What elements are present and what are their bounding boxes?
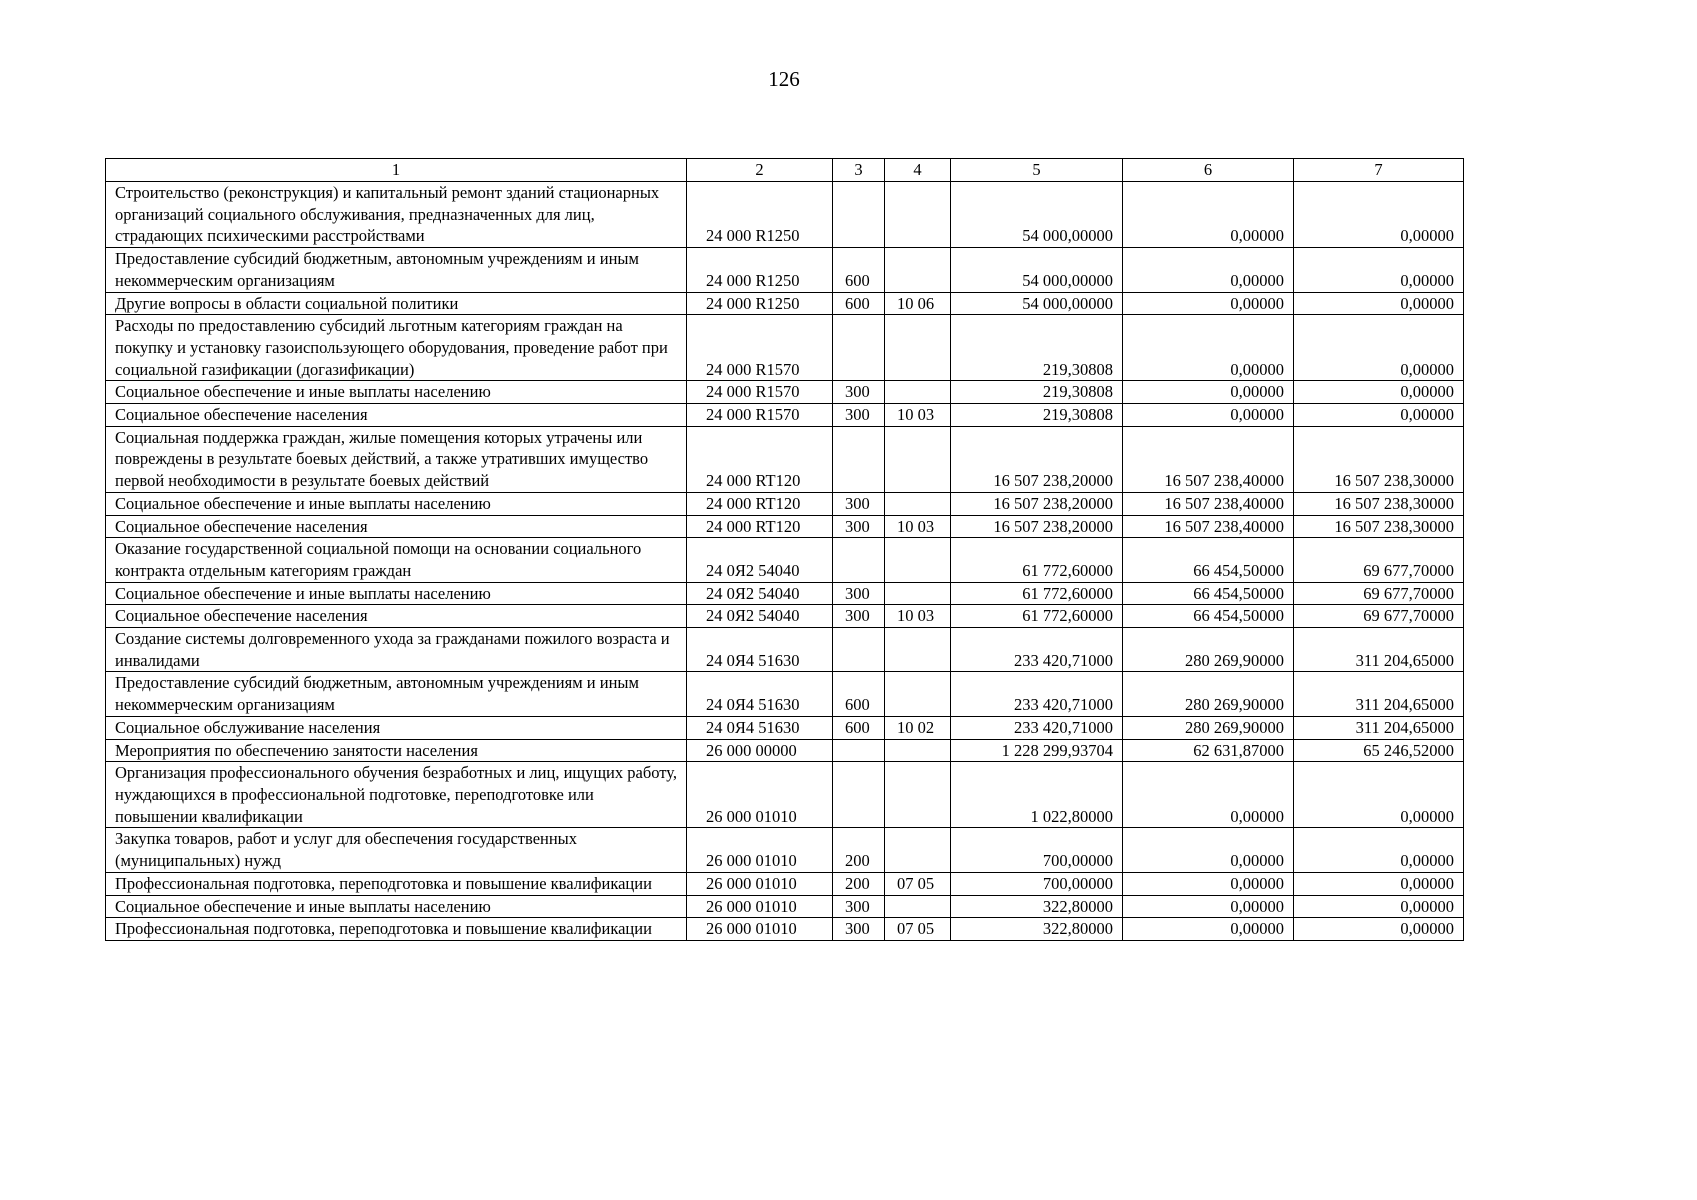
table-row (106, 248, 1464, 292)
target-article-code-cell: 26 000 01010 (687, 918, 833, 941)
table-row (106, 381, 1464, 404)
expense-type-code-cell: 600 (833, 716, 885, 739)
table-row (106, 762, 1464, 828)
amount-column-5-cell: 322,80000 (951, 918, 1123, 941)
column-number-4: 4 (885, 159, 951, 182)
amount-column-7-cell: 0,00000 (1294, 248, 1464, 292)
amount-column-5-cell: 700,00000 (951, 872, 1123, 895)
amount-column-5-cell: 54 000,00000 (951, 182, 1123, 248)
expense-type-code-cell (833, 426, 885, 492)
section-subsection-code-cell: 10 03 (885, 404, 951, 427)
amount-column-6-cell: 280 269,90000 (1123, 672, 1294, 716)
target-article-code-cell: 26 000 01010 (687, 828, 833, 872)
amount-column-5-cell: 219,30808 (951, 404, 1123, 427)
amount-column-6-cell: 0,00000 (1123, 248, 1294, 292)
expense-type-code-cell (833, 628, 885, 672)
amount-column-5-cell: 1 022,80000 (951, 762, 1123, 828)
section-subsection-code-cell: 10 06 (885, 292, 951, 315)
table-row (106, 605, 1464, 628)
expense-type-code-cell: 300 (833, 918, 885, 941)
amount-column-7-cell: 0,00000 (1294, 918, 1464, 941)
amount-column-6-cell: 66 454,50000 (1123, 605, 1294, 628)
expense-type-code-cell: 300 (833, 381, 885, 404)
target-article-code-cell: 24 0Я4 51630 (687, 716, 833, 739)
table-row (106, 182, 1464, 248)
amount-column-7-cell: 0,00000 (1294, 404, 1464, 427)
target-article-code-cell: 24 0Я2 54040 (687, 582, 833, 605)
column-number-7: 7 (1294, 159, 1464, 182)
amount-column-7-cell: 0,00000 (1294, 315, 1464, 381)
expense-name-cell: Предоставление субсидий бюджетным, автономным учреждениям и иным некоммерческим организациям (106, 672, 687, 716)
amount-column-7-cell: 0,00000 (1294, 292, 1464, 315)
expense-type-code-cell: 200 (833, 828, 885, 872)
expense-name-cell: Социальное обеспечение и иные выплаты населению (106, 381, 687, 404)
section-subsection-code-cell (885, 582, 951, 605)
target-article-code-cell: 26 000 01010 (687, 895, 833, 918)
expense-type-code-cell: 300 (833, 404, 885, 427)
target-article-code-cell: 24 0Я2 54040 (687, 605, 833, 628)
section-subsection-code-cell: 10 02 (885, 716, 951, 739)
amount-column-7-cell: 16 507 238,30000 (1294, 515, 1464, 538)
section-subsection-code-cell (885, 762, 951, 828)
table-row (106, 918, 1464, 941)
expense-type-code-cell: 300 (833, 895, 885, 918)
amount-column-7-cell: 0,00000 (1294, 828, 1464, 872)
amount-column-5-cell: 322,80000 (951, 895, 1123, 918)
amount-column-7-cell: 65 246,52000 (1294, 739, 1464, 762)
target-article-code-cell: 24 0Я2 54040 (687, 538, 833, 582)
target-article-code-cell: 26 000 01010 (687, 762, 833, 828)
amount-column-6-cell: 0,00000 (1123, 872, 1294, 895)
target-article-code-cell: 24 000 R1570 (687, 315, 833, 381)
amount-column-7-cell: 69 677,70000 (1294, 538, 1464, 582)
expense-name-cell: Социальное обеспечение населения (106, 404, 687, 427)
amount-column-6-cell: 280 269,90000 (1123, 716, 1294, 739)
target-article-code-cell: 24 000 RT120 (687, 515, 833, 538)
target-article-code-cell: 24 000 RT120 (687, 426, 833, 492)
target-article-code-cell: 24 000 R1570 (687, 381, 833, 404)
amount-column-7-cell: 16 507 238,30000 (1294, 492, 1464, 515)
amount-column-7-cell: 311 204,65000 (1294, 672, 1464, 716)
table-row (106, 828, 1464, 872)
column-number-1: 1 (106, 159, 687, 182)
table-body (106, 182, 1464, 941)
expense-name-cell: Создание системы долговременного ухода за гражданами пожилого возраста и инвалидами (106, 628, 687, 672)
amount-column-6-cell: 0,00000 (1123, 828, 1294, 872)
budget-table (105, 158, 1464, 941)
table-row (106, 672, 1464, 716)
amount-column-7-cell: 311 204,65000 (1294, 628, 1464, 672)
amount-column-6-cell: 0,00000 (1123, 918, 1294, 941)
table-row (106, 538, 1464, 582)
expense-type-code-cell (833, 182, 885, 248)
amount-column-7-cell: 0,00000 (1294, 762, 1464, 828)
expense-name-cell: Мероприятия по обеспечению занятости населения (106, 739, 687, 762)
amount-column-5-cell: 1 228 299,93704 (951, 739, 1123, 762)
amount-column-5-cell: 61 772,60000 (951, 605, 1123, 628)
amount-column-6-cell: 66 454,50000 (1123, 538, 1294, 582)
amount-column-6-cell: 0,00000 (1123, 404, 1294, 427)
target-article-code-cell: 26 000 01010 (687, 872, 833, 895)
table-row (106, 582, 1464, 605)
amount-column-6-cell: 0,00000 (1123, 315, 1294, 381)
expense-name-cell: Социальная поддержка граждан, жилые помещения которых утрачены или повреждены в результате боевых действий, а также утративших имущество первой необходимости в результате боевых действий (106, 426, 687, 492)
section-subsection-code-cell: 10 03 (885, 605, 951, 628)
amount-column-6-cell: 16 507 238,40000 (1123, 426, 1294, 492)
expense-type-code-cell (833, 538, 885, 582)
expense-type-code-cell: 200 (833, 872, 885, 895)
amount-column-6-cell: 66 454,50000 (1123, 582, 1294, 605)
table-row (106, 872, 1464, 895)
amount-column-6-cell: 0,00000 (1123, 381, 1294, 404)
section-subsection-code-cell (885, 492, 951, 515)
expense-type-code-cell: 300 (833, 582, 885, 605)
target-article-code-cell: 24 000 RT120 (687, 492, 833, 515)
target-article-code-cell: 24 000 R1250 (687, 292, 833, 315)
table-row (106, 716, 1464, 739)
expense-type-code-cell: 600 (833, 292, 885, 315)
amount-column-7-cell: 69 677,70000 (1294, 582, 1464, 605)
expense-type-code-cell (833, 762, 885, 828)
amount-column-7-cell: 0,00000 (1294, 895, 1464, 918)
expense-name-cell: Социальное обслуживание населения (106, 716, 687, 739)
expense-name-cell: Социальное обеспечение населения (106, 605, 687, 628)
expense-name-cell: Предоставление субсидий бюджетным, автономным учреждениям и иным некоммерческим организациям (106, 248, 687, 292)
section-subsection-code-cell (885, 426, 951, 492)
amount-column-6-cell: 0,00000 (1123, 182, 1294, 248)
target-article-code-cell: 24 0Я4 51630 (687, 628, 833, 672)
expense-type-code-cell: 300 (833, 605, 885, 628)
amount-column-5-cell: 219,30808 (951, 381, 1123, 404)
amount-column-5-cell: 54 000,00000 (951, 292, 1123, 315)
table-row (106, 292, 1464, 315)
amount-column-5-cell: 233 420,71000 (951, 628, 1123, 672)
target-article-code-cell: 24 000 R1250 (687, 182, 833, 248)
amount-column-7-cell: 69 677,70000 (1294, 605, 1464, 628)
expense-name-cell: Закупка товаров, работ и услуг для обеспечения государственных (муниципальных) нужд (106, 828, 687, 872)
expense-name-cell: Организация профессионального обучения безработных и лиц, ищущих работу, нуждающихся в профессиональной подготовке, переподготовке или повышении квалификации (106, 762, 687, 828)
expense-type-code-cell: 300 (833, 492, 885, 515)
table-row (106, 404, 1464, 427)
amount-column-6-cell: 62 631,87000 (1123, 739, 1294, 762)
section-subsection-code-cell: 07 05 (885, 872, 951, 895)
section-subsection-code-cell (885, 739, 951, 762)
amount-column-5-cell: 61 772,60000 (951, 538, 1123, 582)
amount-column-5-cell: 16 507 238,20000 (951, 515, 1123, 538)
expense-type-code-cell: 600 (833, 248, 885, 292)
table-row (106, 515, 1464, 538)
expense-name-cell: Социальное обеспечение и иные выплаты населению (106, 895, 687, 918)
column-number-6: 6 (1123, 159, 1294, 182)
expense-name-cell: Оказание государственной социальной помощи на основании социального контракта отдельным категориям граждан (106, 538, 687, 582)
section-subsection-code-cell (885, 828, 951, 872)
amount-column-5-cell: 700,00000 (951, 828, 1123, 872)
page-number: 126 (768, 67, 800, 91)
target-article-code-cell: 24 000 R1250 (687, 248, 833, 292)
expense-name-cell: Расходы по предоставлению субсидий льготным категориям граждан на покупку и установку газоиспользующего оборудования, проведение работ при социальной газификации (догазификации) (106, 315, 687, 381)
column-number-5: 5 (951, 159, 1123, 182)
amount-column-6-cell: 280 269,90000 (1123, 628, 1294, 672)
expense-type-code-cell: 300 (833, 515, 885, 538)
amount-column-5-cell: 16 507 238,20000 (951, 492, 1123, 515)
section-subsection-code-cell (885, 895, 951, 918)
expense-name-cell: Социальное обеспечение населения (106, 515, 687, 538)
column-number-row (106, 159, 1464, 182)
amount-column-5-cell: 61 772,60000 (951, 582, 1123, 605)
amount-column-5-cell: 233 420,71000 (951, 716, 1123, 739)
amount-column-6-cell: 16 507 238,40000 (1123, 492, 1294, 515)
amount-column-5-cell: 16 507 238,20000 (951, 426, 1123, 492)
table-row (106, 628, 1464, 672)
section-subsection-code-cell (885, 182, 951, 248)
expense-type-code-cell: 600 (833, 672, 885, 716)
section-subsection-code-cell (885, 672, 951, 716)
amount-column-6-cell: 0,00000 (1123, 292, 1294, 315)
expense-name-cell: Профессиональная подготовка, переподготовка и повышение квалификации (106, 872, 687, 895)
section-subsection-code-cell (885, 628, 951, 672)
expense-type-code-cell (833, 315, 885, 381)
column-number-3: 3 (833, 159, 885, 182)
amount-column-6-cell: 0,00000 (1123, 895, 1294, 918)
target-article-code-cell: 26 000 00000 (687, 739, 833, 762)
section-subsection-code-cell (885, 315, 951, 381)
amount-column-6-cell: 0,00000 (1123, 762, 1294, 828)
amount-column-5-cell: 233 420,71000 (951, 672, 1123, 716)
target-article-code-cell: 24 0Я4 51630 (687, 672, 833, 716)
section-subsection-code-cell (885, 248, 951, 292)
section-subsection-code-cell (885, 381, 951, 404)
amount-column-5-cell: 219,30808 (951, 315, 1123, 381)
table-row (106, 895, 1464, 918)
amount-column-7-cell: 311 204,65000 (1294, 716, 1464, 739)
expense-name-cell: Социальное обеспечение и иные выплаты населению (106, 492, 687, 515)
amount-column-7-cell: 0,00000 (1294, 872, 1464, 895)
amount-column-6-cell: 16 507 238,40000 (1123, 515, 1294, 538)
table-row (106, 426, 1464, 492)
amount-column-7-cell: 0,00000 (1294, 381, 1464, 404)
section-subsection-code-cell (885, 538, 951, 582)
table-row (106, 315, 1464, 381)
amount-column-7-cell: 0,00000 (1294, 182, 1464, 248)
expense-name-cell: Профессиональная подготовка, переподготовка и повышение квалификации (106, 918, 687, 941)
amount-column-5-cell: 54 000,00000 (951, 248, 1123, 292)
column-number-2: 2 (687, 159, 833, 182)
table-row (106, 492, 1464, 515)
expense-name-cell: Социальное обеспечение и иные выплаты населению (106, 582, 687, 605)
expense-type-code-cell (833, 739, 885, 762)
section-subsection-code-cell: 07 05 (885, 918, 951, 941)
section-subsection-code-cell: 10 03 (885, 515, 951, 538)
expense-name-cell: Строительство (реконструкция) и капитальный ремонт зданий стационарных организаций социального обслуживания, предназначенных для лиц, страдающих психическими расстройствами (106, 182, 687, 248)
target-article-code-cell: 24 000 R1570 (687, 404, 833, 427)
table-row (106, 739, 1464, 762)
amount-column-7-cell: 16 507 238,30000 (1294, 426, 1464, 492)
expense-name-cell: Другие вопросы в области социальной политики (106, 292, 687, 315)
